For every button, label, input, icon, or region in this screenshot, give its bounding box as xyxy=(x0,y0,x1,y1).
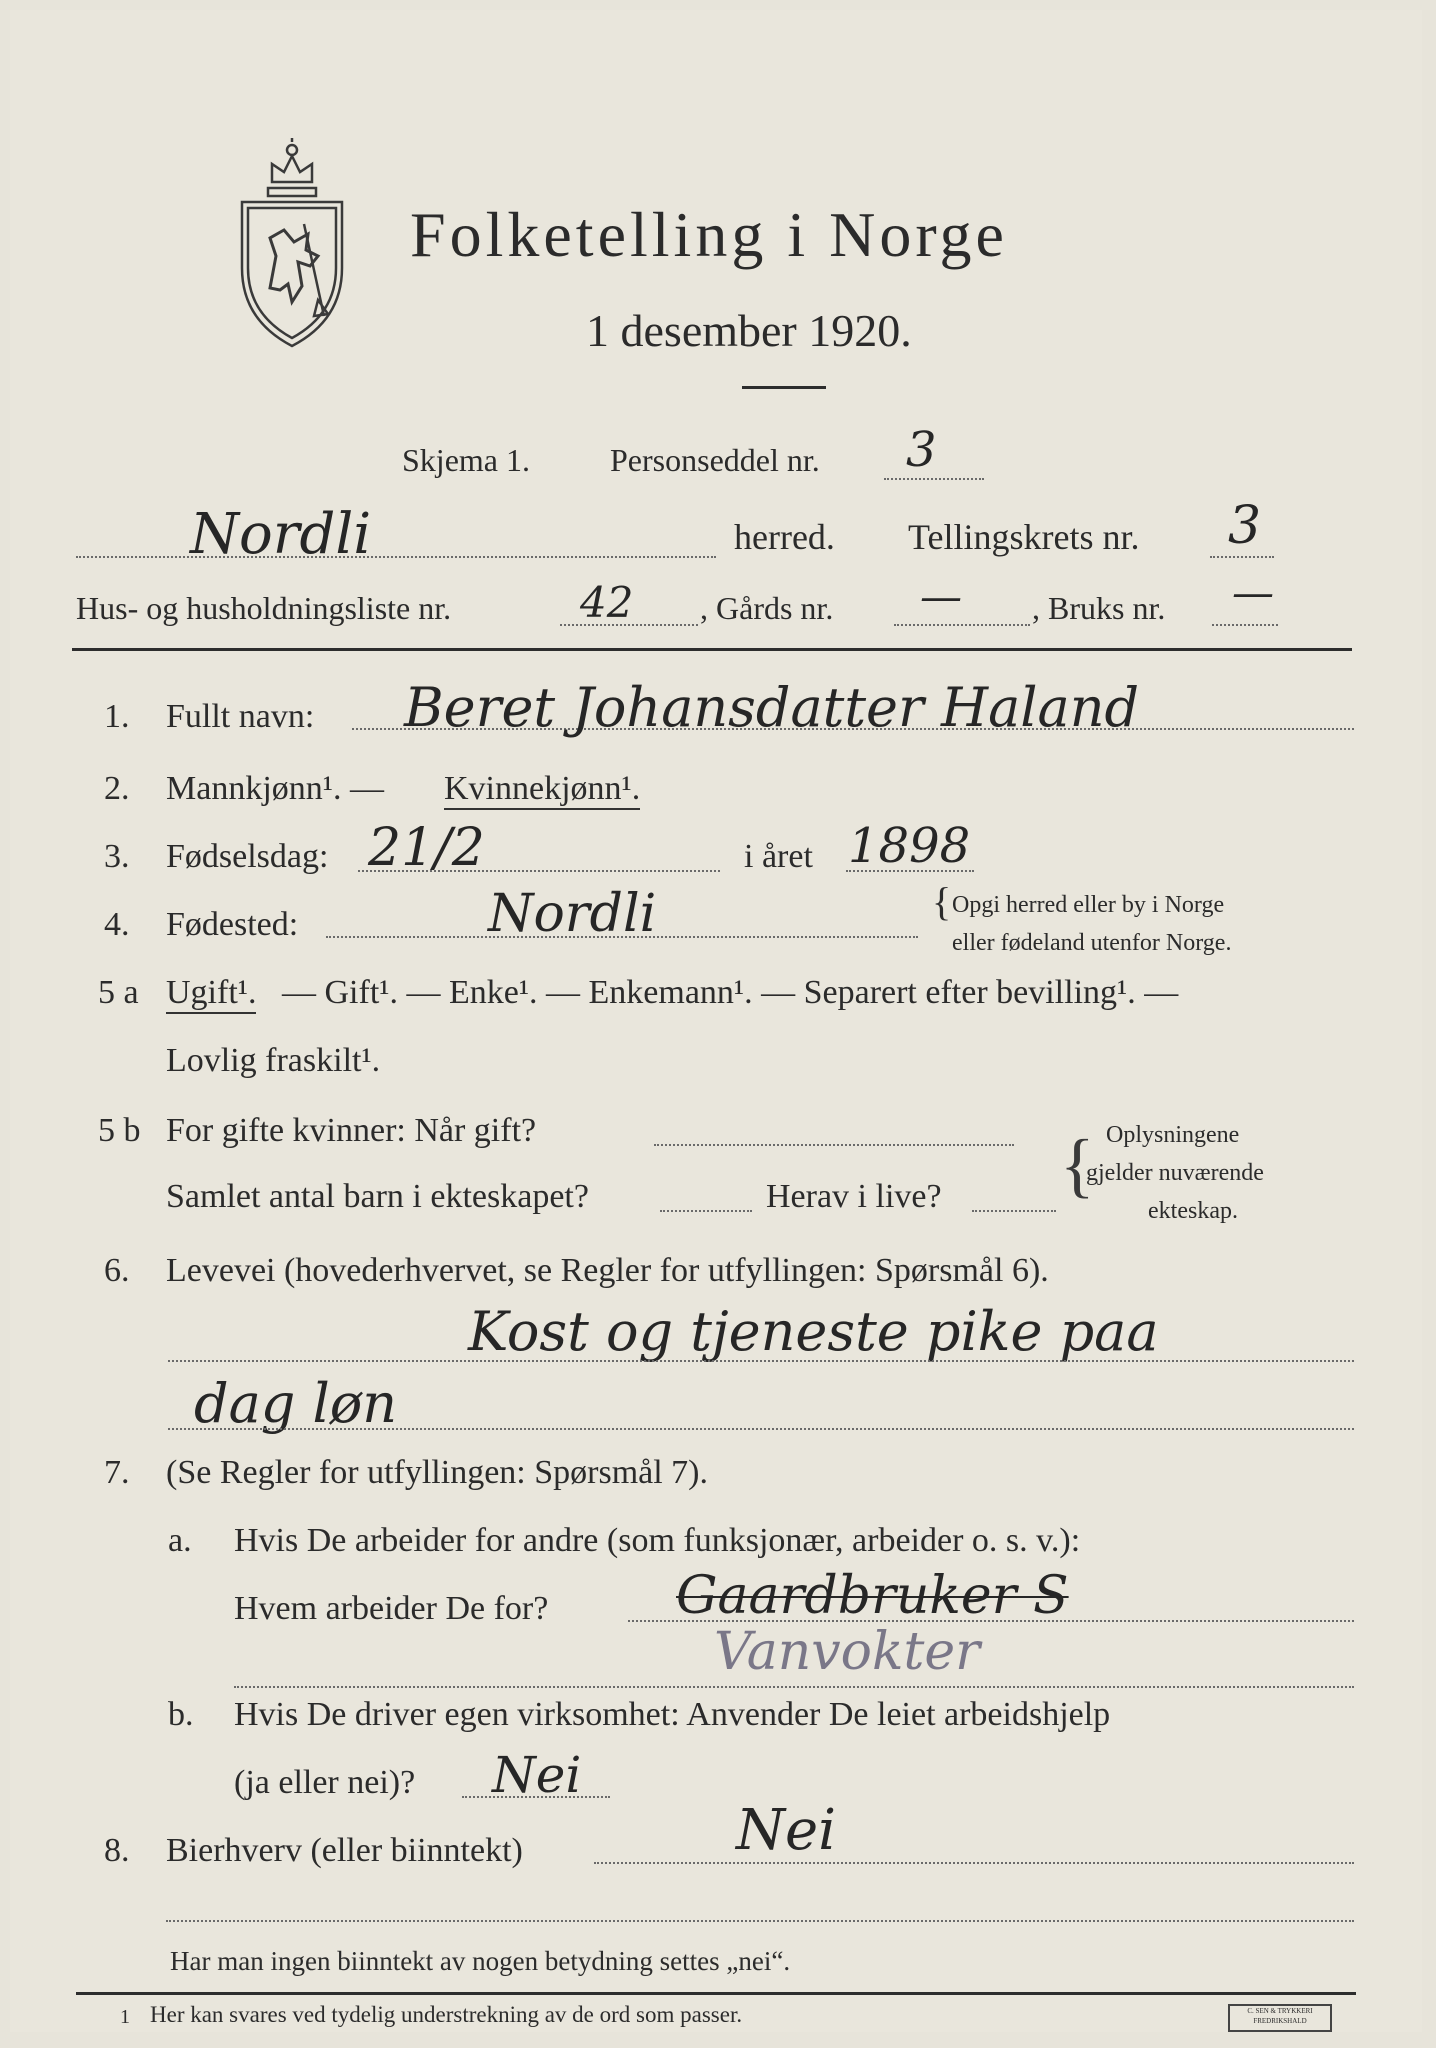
footer-rule xyxy=(76,1992,1356,1995)
personseddel-value: 3 xyxy=(906,422,937,478)
q7b-answer: Nei xyxy=(492,1746,582,1804)
q3-year-label: i året xyxy=(744,838,813,875)
herred-label: herred. xyxy=(734,517,835,557)
q5b-note-line3: ekteskap. xyxy=(1148,1198,1238,1224)
skjema-label: Skjema 1. xyxy=(402,442,530,478)
q7b-yes-no-label: (ja eller nei)? xyxy=(234,1764,416,1801)
q2-female-option-selected: Kvinnekjønn¹. xyxy=(444,770,640,810)
q4-birthplace: Nordli xyxy=(488,884,657,944)
q5a-ugift-selected: Ugift¹. xyxy=(166,974,256,1014)
q5a-other-options: — Gift¹. — Enke¹. — Enkemann¹. — Separert efter bevilling¹. — xyxy=(282,974,1179,1011)
q1-label: Fullt navn: xyxy=(166,698,315,735)
bruks-value: — xyxy=(1232,568,1274,617)
form-date: 1 desember 1920. xyxy=(586,305,912,356)
q1-number: 1. xyxy=(104,698,130,735)
q5b-children-label: Samlet antal barn i ekteskapet? xyxy=(166,1178,589,1215)
husliste-value: 42 xyxy=(580,578,634,627)
q7b-letter: b. xyxy=(168,1696,194,1733)
q6-answer-line2: dag løn xyxy=(194,1372,398,1435)
q3-birthday: 21/2 xyxy=(368,818,485,878)
tellingskrets-label: Tellingskrets nr. xyxy=(908,517,1140,557)
q7a-employer-label: Hvem arbeider De for? xyxy=(234,1590,549,1627)
bruks-label: , Bruks nr. xyxy=(1032,590,1166,626)
q3-birth-year: 1898 xyxy=(848,818,971,874)
q7b-label: Hvis De driver egen virksomhet: Anvender De leiet arbeidshjelp xyxy=(234,1696,1111,1733)
q6-label: Levevei (hovederhvervet, se Regler for utfyllingen: Spørsmål 6). xyxy=(166,1252,1049,1289)
q5a-line2: Lovlig fraskilt¹. xyxy=(166,1042,381,1079)
q6-number: 6. xyxy=(104,1252,130,1289)
q3-label: Fødselsdag: xyxy=(166,838,329,875)
q8-answer: Nei xyxy=(736,1798,837,1863)
q4-note-line2: eller fødeland utenfor Norge. xyxy=(952,930,1232,956)
footnote-text: Her kan svares ved tydelig understrekning av de ord som passer. xyxy=(150,2002,743,2027)
q7a-employer-struck: Gaardbruker S xyxy=(676,1566,1069,1626)
q4-label: Fødested: xyxy=(166,906,299,943)
q2-number: 2. xyxy=(104,770,130,807)
personseddel-label: Personseddel nr. xyxy=(610,442,820,478)
q7a-label: Hvis De arbeider for andre (som funksjonær, arbeider o. s. v.): xyxy=(234,1522,1081,1559)
herred-value: Nordli xyxy=(190,502,372,567)
footer-note: Har man ingen biinntekt av nogen betydning settes „nei“. xyxy=(170,1946,791,1976)
q6-answer-line1: Kost og tjeneste pike paa xyxy=(468,1300,1159,1363)
q7-label: (Se Regler for utfyllingen: Spørsmål 7). xyxy=(166,1454,709,1491)
q1-full-name: Beret Johansdatter Haland xyxy=(404,676,1140,739)
q5b-alive-label: Herav i live? xyxy=(766,1178,942,1215)
q8-number: 8. xyxy=(104,1832,130,1869)
footnote-number: 1 xyxy=(120,2006,130,2028)
q8-label: Bierhverv (eller biinntekt) xyxy=(166,1832,523,1869)
q5b-note-line2: gjelder nuværende xyxy=(1086,1160,1264,1186)
q5b-number: 5 b xyxy=(98,1112,141,1149)
q7a-employer-violet: Vanvokter xyxy=(714,1622,980,1682)
q3-number: 3. xyxy=(104,838,130,875)
q7-number: 7. xyxy=(104,1454,130,1491)
tellingskrets-value: 3 xyxy=(1228,496,1262,556)
q5b-note-line1: Oplysningene xyxy=(1106,1122,1240,1148)
form-title: Folketelling i Norge xyxy=(410,199,1008,270)
q5b-label: For gifte kvinner: Når gift? xyxy=(166,1112,537,1149)
q4-number: 4. xyxy=(104,906,130,943)
q4-note-line1: Opgi herred eller by i Norge xyxy=(952,892,1225,918)
norwegian-coat-of-arms-icon xyxy=(232,138,352,350)
header-rule xyxy=(72,648,1352,651)
gards-value: — xyxy=(920,572,962,621)
title-divider xyxy=(742,386,826,389)
q2-male-option: Mannkjønn¹. — xyxy=(166,770,384,807)
gards-label: , Gårds nr. xyxy=(700,590,834,626)
q5b-brace-icon: { xyxy=(1060,1125,1095,1205)
q4-brace-icon: { xyxy=(932,879,952,924)
q5a-number: 5 a xyxy=(98,974,139,1011)
husliste-label: Hus- og husholdningsliste nr. xyxy=(76,590,452,626)
q7a-letter: a. xyxy=(168,1522,192,1559)
printer-stamp: C. SEN & TRYKKERI FREDRIKSHALD xyxy=(1228,2004,1332,2032)
